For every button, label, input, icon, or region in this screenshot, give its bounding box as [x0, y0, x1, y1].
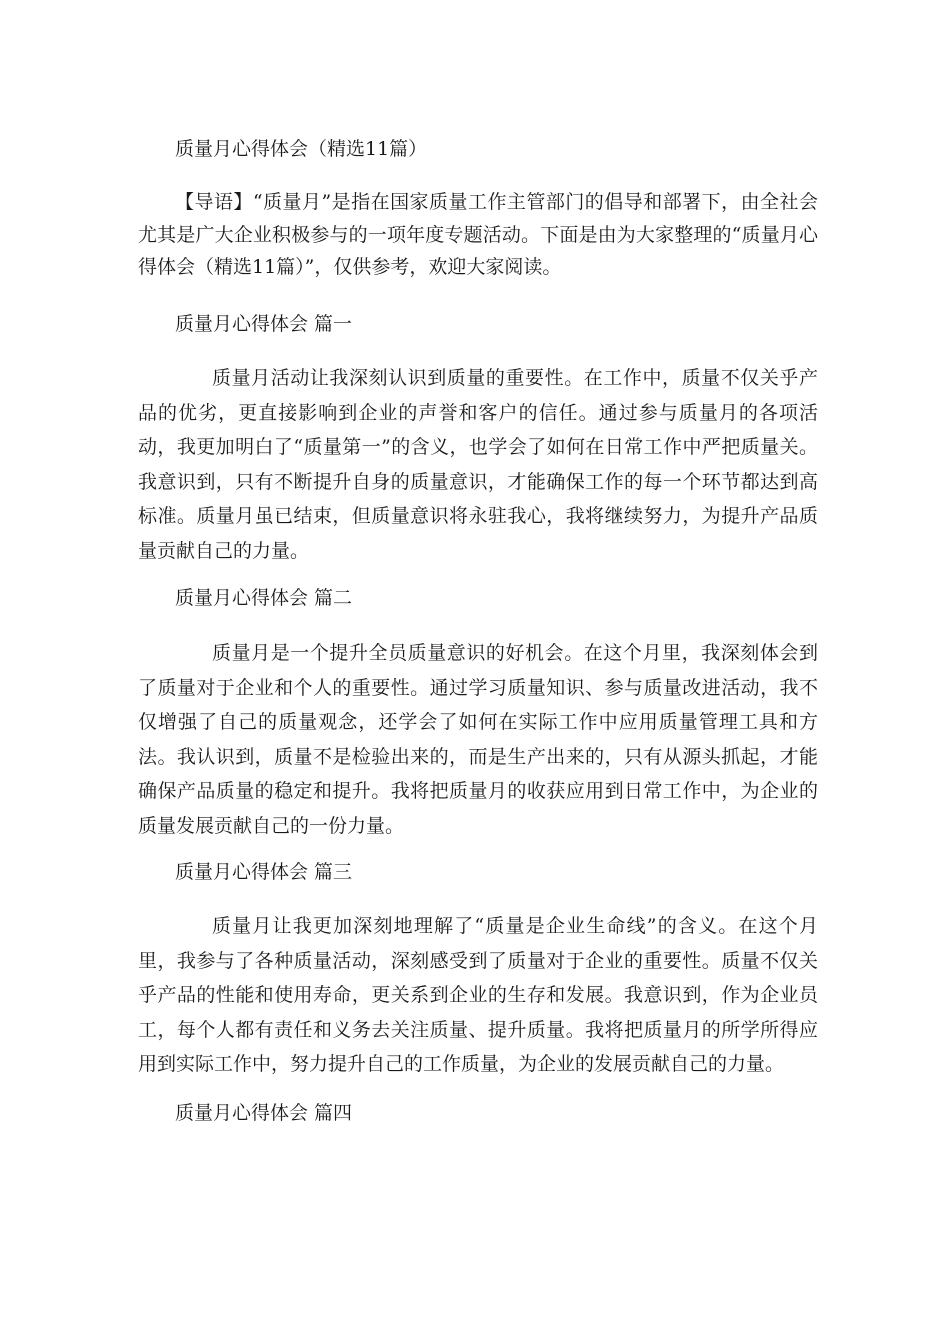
section-body-3: 质量月让我更加深刻地理解了“质量是企业生命线”的含义。在这个月里，我参与了各种质量活动，深刻感受到了质量对于企业的重要性。质量不仅关乎产品的性能和使用寿命，更关系到企业的生存和发展。我意识到，作为企业员工，每个人都有责任和义务去关注质量、提升质量。我将把质量月的所学所得应用到实际工作中，努力提升自己的工作质量，为企业的发展贡献自己的力量。	[138, 915, 818, 1075]
intro-paragraph: 【导语】“质量月”是指在国家质量工作主管部门的倡导和部署下，由全社会尤其是广大企业积极参与的一项年度专题活动。下面是由为大家整理的“质量月心得体会（精选11篇）”，仅供参考，欢迎大家阅读。	[138, 191, 818, 278]
section-body-1: 质量月活动让我深刻认识到质量的重要性。在工作中，质量不仅关乎产品的优劣，更直接影响到企业的声誉和客户的信任。通过参与质量月的各项活动，我更加明白了“质量第一”的含义，也学会了如何在日常工作中严把质量关。我意识到，只有不断提升自身的质量意识，才能确保工作的每一个环节都达到高标准。质量月虽已结束，但质量意识将永驻我心，我将继续努力，为提升产品质量贡献自己的力量。	[138, 367, 818, 562]
section-heading-2: 质量月心得体会 篇二	[175, 587, 353, 609]
section-body-2: 质量月是一个提升全员质量意识的好机会。在这个月里，我深刻体会到了质量对于企业和个人的重要性。通过学习质量知识、参与质量改进活动，我不仅增强了自己的质量观念，还学会了如何在实际工作中应用质量管理工具和方法。我认识到，质量不是检验出来的，而是生产出来的，只有从源头抓起，才能确保产品质量的稳定和提升。我将把质量月的收获应用到日常工作中，为企业的质量发展贡献自己的一份力量。	[138, 642, 818, 837]
section-heading-1: 质量月心得体会 篇一	[175, 313, 353, 335]
document-title: 质量月心得体会（精选11篇）	[175, 138, 428, 160]
section-heading-4: 质量月心得体会 篇四	[175, 1102, 353, 1124]
section-heading-3: 质量月心得体会 篇三	[175, 861, 353, 883]
